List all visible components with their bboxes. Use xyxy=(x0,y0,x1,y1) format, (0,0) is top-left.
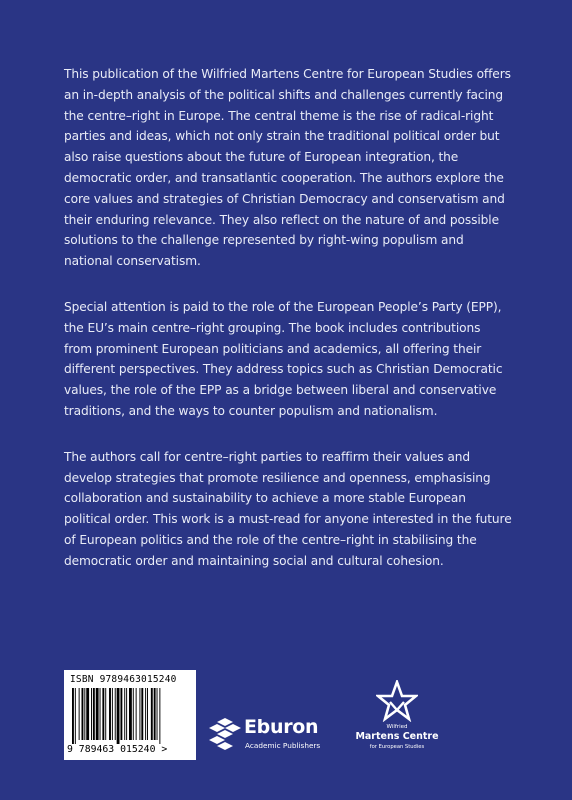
barcode-bar xyxy=(151,688,153,740)
centre-name: Martens Centre xyxy=(355,731,439,742)
isbn-digits: 9 789463 015240 > xyxy=(67,744,168,755)
barcode-bar xyxy=(72,688,74,744)
eburon-logo-block xyxy=(208,712,328,762)
barcode-bar xyxy=(115,688,116,740)
barcode-bar xyxy=(147,688,148,740)
eburon-cubes-icon xyxy=(208,716,242,750)
barcode-bar xyxy=(157,688,158,740)
barcode-bar xyxy=(93,688,95,740)
barcode-bar xyxy=(129,688,132,740)
barcode-bar xyxy=(126,688,127,740)
blurb-paragraph-1: This publication of the Wilfried Martens Centre for European Studies offers an in-depth analysis of the political shifts and challenges currently facing the centre–right in Europe. The central theme is the rise of radical-right parties and ideas, which not only strain the traditional political order but also raise questions about the future of European integration, the democratic order, and transatlantic cooperation. The authors explore the core values and strategies of Christian Democracy and conservatism and their enduring relevance. They also reflect on the nature of and possible solutions to the challenge represented by right-wing populism and national conservatism. xyxy=(64,67,511,269)
barcode-bar xyxy=(139,688,140,740)
barcode-bar xyxy=(120,688,122,740)
martens-centre-logo-block xyxy=(352,680,442,765)
barcode-bars xyxy=(72,688,188,744)
barcode-bar xyxy=(100,688,101,740)
barcode-bar xyxy=(159,688,160,744)
barcode-bar xyxy=(112,688,113,740)
centre-small-label: Wilfried xyxy=(386,724,408,730)
barcode-bar xyxy=(86,688,89,740)
star-icon xyxy=(376,680,418,722)
barcode-bar xyxy=(124,688,125,740)
barcode-bar xyxy=(141,688,143,740)
barcode-bar xyxy=(79,688,80,740)
barcode-bar xyxy=(91,688,92,740)
barcode-bar xyxy=(136,688,137,740)
barcode-bar xyxy=(117,688,120,744)
barcode-bar xyxy=(145,688,146,740)
barcode-bar xyxy=(84,688,85,740)
barcode-bar xyxy=(154,688,156,740)
barcode-bar xyxy=(102,688,104,740)
blurb-paragraph-3: The authors call for centre–right parties to reaffirm their values and develop strategies that promote resilience and openness, emphasising collaboration and sustainability to achieve a more stable European political order. This work is a must-read for anyone interested in the future of European politics and the role of the centre–right in stabilising the democratic order and maintaining social and cultural cohesion. xyxy=(64,449,512,568)
publisher-name: Eburon xyxy=(244,716,319,738)
back-cover-blurb xyxy=(64,64,512,597)
isbn-label: ISBN 9789463015240 xyxy=(70,674,177,685)
barcode-bar xyxy=(96,688,99,740)
publisher-subtitle: Academic Publishers xyxy=(245,741,321,750)
barcode-bar xyxy=(75,688,76,744)
barcode-bar xyxy=(133,688,134,740)
barcode-bar xyxy=(105,688,106,740)
blurb-paragraph-2: Special attention is paid to the role of the European People’s Party (EPP), the EU’s main centre–right grouping. The book includes contributions from prominent European politicians and academics, all offering their different perspectives. They address topics such as Christian Democratic values, the role of the EPP as a bridge between liberal and conservative traditions, and the ways to counter populism and nationalism. xyxy=(64,299,503,418)
centre-subtitle: for European Studies xyxy=(369,744,425,750)
isbn-barcode xyxy=(64,670,196,760)
barcode-bar xyxy=(82,688,84,740)
barcode-bar xyxy=(109,688,111,740)
